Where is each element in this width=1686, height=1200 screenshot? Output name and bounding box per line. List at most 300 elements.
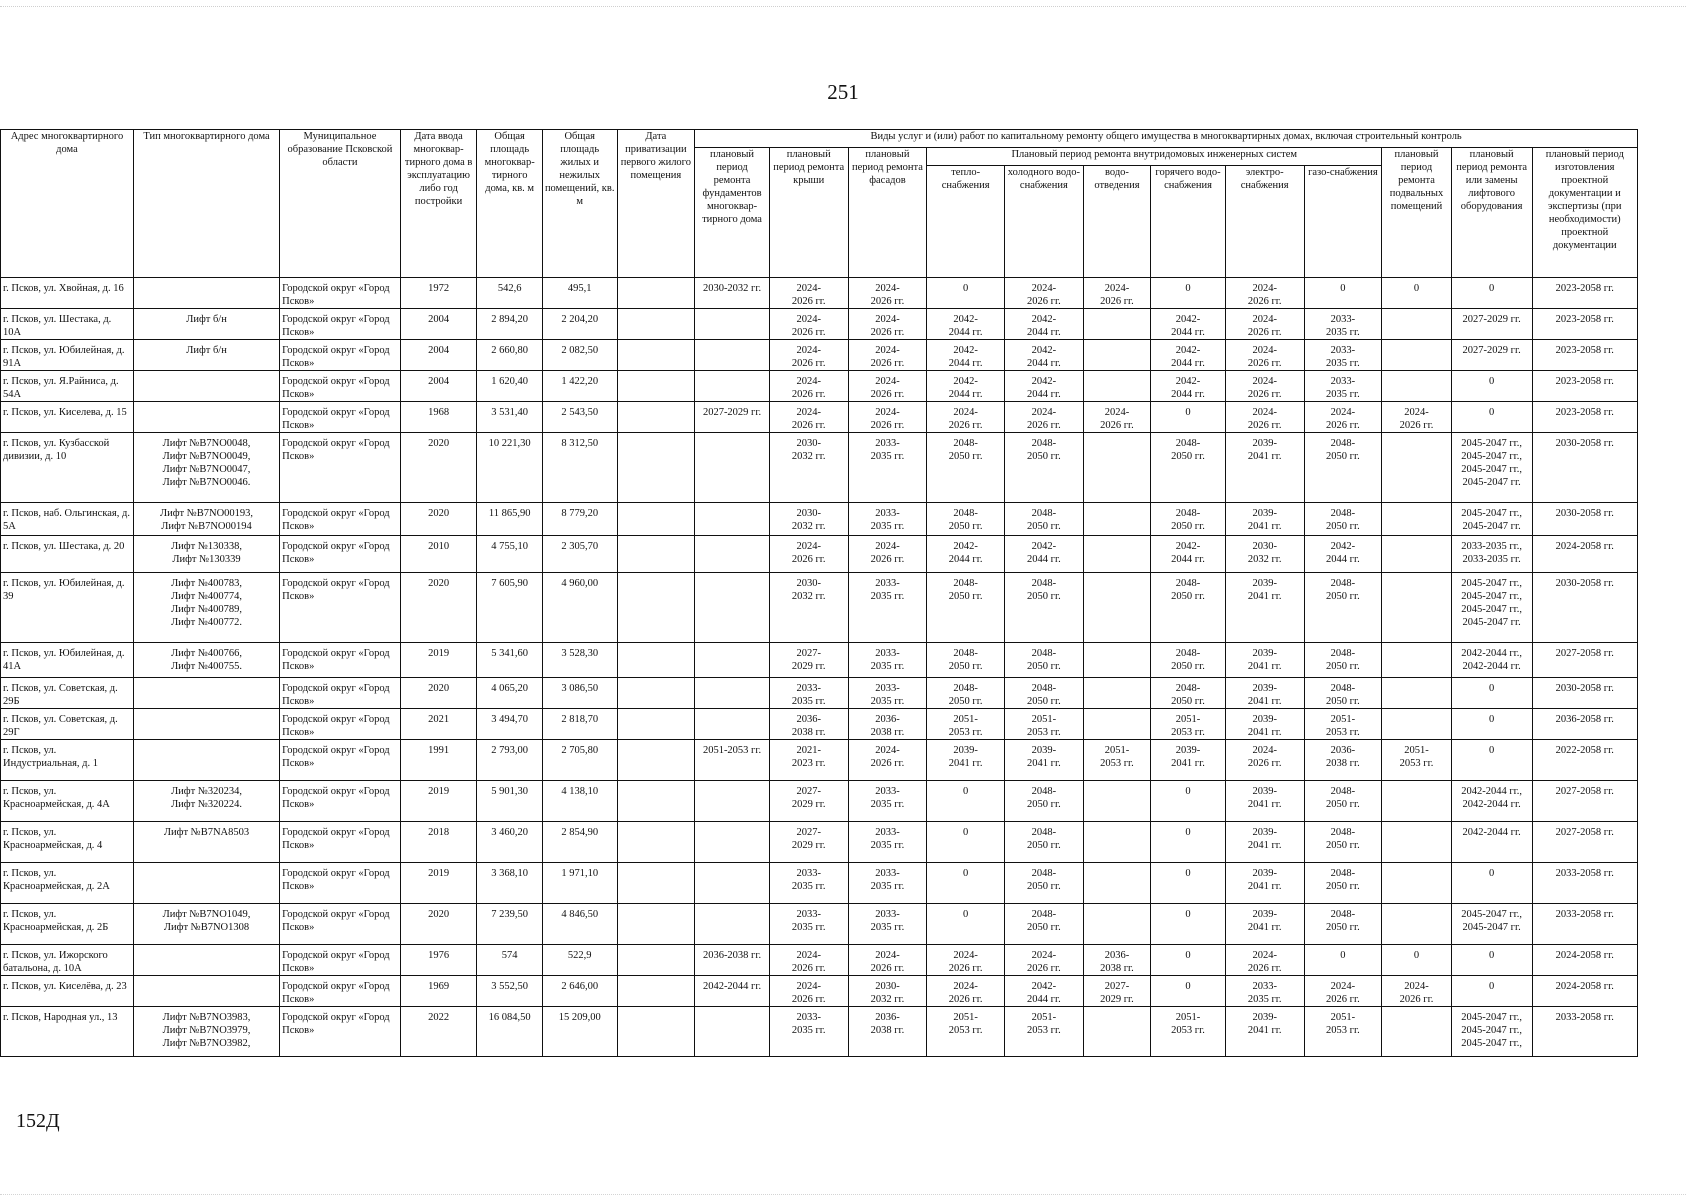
cell-elec: 2033- 2035 гг.	[1225, 976, 1304, 1007]
cell-municipality: Городской округ «Город Псков»	[280, 781, 401, 822]
cell-facade: 2033- 2035 гг.	[848, 643, 927, 678]
cell-facade: 2036- 2038 гг.	[848, 1007, 927, 1057]
cell-address: г. Псков, ул. Индустриальная, д. 1	[1, 740, 134, 781]
cell-municipality: Городской округ «Город Псков»	[280, 945, 401, 976]
cell-gas: 2048- 2050 гг.	[1304, 573, 1382, 643]
cell-roof: 2021- 2023 гг.	[769, 740, 848, 781]
cell-elevator: 2027-2029 гг.	[1451, 340, 1532, 371]
cell-elevator: 0	[1451, 740, 1532, 781]
cell-address: г. Псков, ул. Я.Райниса, д. 54А	[1, 371, 134, 402]
cell-elec: 2039- 2041 гг.	[1225, 433, 1304, 503]
cell-elec: 2039- 2041 гг.	[1225, 822, 1304, 863]
cell-gas: 2051- 2053 гг.	[1304, 709, 1382, 740]
cell-living: 4 846,50	[542, 904, 617, 945]
cell-hot: 2042- 2044 гг.	[1151, 340, 1226, 371]
cell-municipality: Городской округ «Город Псков»	[280, 278, 401, 309]
scan-edge-bottom	[0, 1194, 1686, 1195]
header-elevator: плановый период ремонта или замены лифтового оборудования	[1451, 148, 1532, 278]
cell-basement	[1382, 643, 1452, 678]
cell-foundation	[695, 678, 770, 709]
cell-type: Лифт №В7NO3983, Лифт №В7NO3979, Лифт №В7NO3982,	[133, 1007, 279, 1057]
cell-priv	[617, 904, 695, 945]
cell-elec: 2024- 2026 гг.	[1225, 340, 1304, 371]
cell-elec: 2024- 2026 гг.	[1225, 402, 1304, 433]
cell-foundation	[695, 309, 770, 340]
cell-total: 3 531,40	[477, 402, 542, 433]
cell-hot: 0	[1151, 863, 1226, 904]
cell-cold: 2051- 2053 гг.	[1005, 709, 1084, 740]
cell-foundation	[695, 371, 770, 402]
header-foundation: плановый период ремонта фундаментов многоквар-тирного дома	[695, 148, 770, 278]
cell-hot: 2042- 2044 гг.	[1151, 309, 1226, 340]
cell-facade: 2024- 2026 гг.	[848, 945, 927, 976]
cell-elevator: 0	[1451, 976, 1532, 1007]
cell-hot: 2048- 2050 гг.	[1151, 678, 1226, 709]
cell-total: 3 368,10	[477, 863, 542, 904]
cell-basement	[1382, 904, 1452, 945]
cell-total: 574	[477, 945, 542, 976]
cell-sewer	[1083, 643, 1150, 678]
cell-municipality: Городской округ «Город Псков»	[280, 340, 401, 371]
cell-total: 1 620,40	[477, 371, 542, 402]
cell-living: 2 818,70	[542, 709, 617, 740]
cell-sewer	[1083, 371, 1150, 402]
cell-total: 16 084,50	[477, 1007, 542, 1057]
cell-cold: 2042- 2044 гг.	[1005, 536, 1084, 573]
cell-gas: 2048- 2050 гг.	[1304, 643, 1382, 678]
cell-hot: 0	[1151, 278, 1226, 309]
cell-hot: 2042- 2044 гг.	[1151, 371, 1226, 402]
cell-basement	[1382, 822, 1452, 863]
cell-living: 522,9	[542, 945, 617, 976]
cell-cold: 2039- 2041 гг.	[1005, 740, 1084, 781]
cell-municipality: Городской округ «Город Псков»	[280, 904, 401, 945]
cell-roof: 2027- 2029 гг.	[769, 781, 848, 822]
cell-living: 3 528,30	[542, 643, 617, 678]
cell-year: 2019	[400, 781, 477, 822]
cell-gas: 2051- 2053 гг.	[1304, 1007, 1382, 1057]
header-type: Тип многоквартирного дома	[133, 130, 279, 278]
cell-gas: 2033- 2035 гг.	[1304, 371, 1382, 402]
cell-cold: 2024- 2026 гг.	[1005, 278, 1084, 309]
cell-sewer: 2027- 2029 гг.	[1083, 976, 1150, 1007]
cell-roof: 2030- 2032 гг.	[769, 433, 848, 503]
cell-design: 2030-2058 гг.	[1532, 678, 1637, 709]
cell-living: 2 305,70	[542, 536, 617, 573]
cell-elevator: 2027-2029 гг.	[1451, 309, 1532, 340]
cell-heat: 2042- 2044 гг.	[927, 536, 1005, 573]
cell-sewer	[1083, 503, 1150, 536]
cell-heat: 2024- 2026 гг.	[927, 976, 1005, 1007]
cell-year: 2019	[400, 643, 477, 678]
cell-living: 2 646,00	[542, 976, 617, 1007]
cell-address: г. Псков, ул. Шестака, д. 10А	[1, 309, 134, 340]
cell-cold: 2042- 2044 гг.	[1005, 371, 1084, 402]
header-commissioning: Дата ввода многоквар-тирного дома в эксплуатацию либо год постройки	[400, 130, 477, 278]
cell-type	[133, 863, 279, 904]
cell-foundation	[695, 822, 770, 863]
table-row	[1, 536, 1638, 573]
cell-year: 1969	[400, 976, 477, 1007]
cell-roof: 2024- 2026 гг.	[769, 278, 848, 309]
cell-gas: 2048- 2050 гг.	[1304, 433, 1382, 503]
cell-facade: 2033- 2035 гг.	[848, 781, 927, 822]
cell-municipality: Городской округ «Город Псков»	[280, 678, 401, 709]
cell-address: г. Псков, ул. Киселёва, д. 23	[1, 976, 134, 1007]
table-row	[1, 781, 1638, 822]
cell-design: 2027-2058 гг.	[1532, 822, 1637, 863]
cell-priv	[617, 402, 695, 433]
header-basement: плановый период ремонта подвальных помещений	[1382, 148, 1452, 278]
cell-priv	[617, 781, 695, 822]
cell-address: г. Псков, ул. Юбилейная, д. 91А	[1, 340, 134, 371]
cell-priv	[617, 976, 695, 1007]
cell-basement	[1382, 709, 1452, 740]
cell-heat: 2039- 2041 гг.	[927, 740, 1005, 781]
cell-year: 2020	[400, 503, 477, 536]
cell-basement	[1382, 536, 1452, 573]
cell-basement	[1382, 678, 1452, 709]
cell-sewer	[1083, 573, 1150, 643]
cell-design: 2036-2058 гг.	[1532, 709, 1637, 740]
cell-year: 2020	[400, 678, 477, 709]
cell-address: г. Псков, ул. Шестака, д. 20	[1, 536, 134, 573]
cell-total: 5 341,60	[477, 643, 542, 678]
cell-foundation	[695, 1007, 770, 1057]
cell-design: 2033-2058 гг.	[1532, 1007, 1637, 1057]
cell-gas: 2024- 2026 гг.	[1304, 402, 1382, 433]
cell-priv	[617, 536, 695, 573]
table-row	[1, 371, 1638, 402]
cell-living: 2 705,80	[542, 740, 617, 781]
table-row	[1, 309, 1638, 340]
cell-heat: 2051- 2053 гг.	[927, 1007, 1005, 1057]
cell-living: 8 312,50	[542, 433, 617, 503]
cell-elec: 2039- 2041 гг.	[1225, 573, 1304, 643]
cell-roof: 2024- 2026 гг.	[769, 945, 848, 976]
cell-total: 5 901,30	[477, 781, 542, 822]
cell-design: 2030-2058 гг.	[1532, 433, 1637, 503]
cell-sewer	[1083, 1007, 1150, 1057]
cell-gas: 2036- 2038 гг.	[1304, 740, 1382, 781]
cell-type: Лифт №130338, Лифт №130339	[133, 536, 279, 573]
cell-facade: 2024- 2026 гг.	[848, 402, 927, 433]
cell-basement	[1382, 371, 1452, 402]
cell-priv	[617, 709, 695, 740]
cell-year: 2021	[400, 709, 477, 740]
cell-year: 2020	[400, 904, 477, 945]
cell-total: 10 221,30	[477, 433, 542, 503]
cell-elec: 2024- 2026 гг.	[1225, 278, 1304, 309]
table-row	[1, 740, 1638, 781]
cell-facade: 2024- 2026 гг.	[848, 278, 927, 309]
table-row	[1, 709, 1638, 740]
cell-year: 2019	[400, 863, 477, 904]
cell-total: 2 793,00	[477, 740, 542, 781]
cell-type	[133, 402, 279, 433]
cell-address: г. Псков, ул. Кузбасской дивизии, д. 10	[1, 433, 134, 503]
cell-cold: 2048- 2050 гг.	[1005, 573, 1084, 643]
cell-elevator: 2033-2035 гг., 2033-2035 гг.	[1451, 536, 1532, 573]
cell-heat: 0	[927, 278, 1005, 309]
cell-type: Лифт №В7NO0048, Лифт №В7NO0049, Лифт №В7NO0047, Лифт №В7NO0046.	[133, 433, 279, 503]
cell-gas: 2033- 2035 гг.	[1304, 309, 1382, 340]
cell-roof: 2027- 2029 гг.	[769, 643, 848, 678]
cell-total: 2 894,20	[477, 309, 542, 340]
cell-elec: 2024- 2026 гг.	[1225, 371, 1304, 402]
cell-hot: 0	[1151, 781, 1226, 822]
cell-hot: 2048- 2050 гг.	[1151, 643, 1226, 678]
cell-year: 2020	[400, 573, 477, 643]
cell-roof: 2024- 2026 гг.	[769, 371, 848, 402]
cell-cold: 2024- 2026 гг.	[1005, 402, 1084, 433]
header-gas: газо-снабжения	[1304, 166, 1382, 278]
cell-cold: 2042- 2044 гг.	[1005, 976, 1084, 1007]
cell-hot: 0	[1151, 402, 1226, 433]
cell-year: 1991	[400, 740, 477, 781]
cell-heat: 2042- 2044 гг.	[927, 371, 1005, 402]
cell-foundation	[695, 340, 770, 371]
cell-sewer	[1083, 863, 1150, 904]
cell-elevator: 0	[1451, 863, 1532, 904]
cell-sewer: 2024- 2026 гг.	[1083, 402, 1150, 433]
cell-type: Лифт б/н	[133, 309, 279, 340]
cell-facade: 2024- 2026 гг.	[848, 536, 927, 573]
cell-roof: 2036- 2038 гг.	[769, 709, 848, 740]
cell-year: 2022	[400, 1007, 477, 1057]
cell-roof: 2024- 2026 гг.	[769, 309, 848, 340]
cell-hot: 0	[1151, 945, 1226, 976]
cell-design: 2033-2058 гг.	[1532, 863, 1637, 904]
cell-sewer	[1083, 904, 1150, 945]
table-body	[1, 278, 1638, 1057]
cell-address: г. Псков, ул. Юбилейная, д. 39	[1, 573, 134, 643]
cell-facade: 2030- 2032 гг.	[848, 976, 927, 1007]
cell-total: 542,6	[477, 278, 542, 309]
cell-year: 2018	[400, 822, 477, 863]
cell-gas: 2048- 2050 гг.	[1304, 822, 1382, 863]
cell-design: 2023-2058 гг.	[1532, 402, 1637, 433]
cell-elevator: 2042-2044 гг.	[1451, 822, 1532, 863]
table-row	[1, 863, 1638, 904]
cell-cold: 2048- 2050 гг.	[1005, 678, 1084, 709]
cell-sewer	[1083, 709, 1150, 740]
cell-year: 2004	[400, 309, 477, 340]
table-row	[1, 678, 1638, 709]
cell-design: 2024-2058 гг.	[1532, 976, 1637, 1007]
cell-sewer	[1083, 781, 1150, 822]
cell-address: г. Псков, ул. Красноармейская, д. 2Б	[1, 904, 134, 945]
cell-gas: 2048- 2050 гг.	[1304, 503, 1382, 536]
cell-elec: 2039- 2041 гг.	[1225, 863, 1304, 904]
header-works-group: Виды услуг и (или) работ по капитальному ремонту общего имущества в многоквартирных домах, включая строительный контроль	[695, 130, 1638, 148]
cell-priv	[617, 278, 695, 309]
cell-gas: 2042- 2044 гг.	[1304, 536, 1382, 573]
cell-roof: 2030- 2032 гг.	[769, 503, 848, 536]
cell-foundation: 2027-2029 гг.	[695, 402, 770, 433]
cell-basement	[1382, 1007, 1452, 1057]
cell-elec: 2039- 2041 гг.	[1225, 1007, 1304, 1057]
cell-year: 1972	[400, 278, 477, 309]
header-municipality: Муниципальное образование Псковской области	[280, 130, 401, 278]
cell-elec: 2039- 2041 гг.	[1225, 678, 1304, 709]
cell-heat: 2048- 2050 гг.	[927, 503, 1005, 536]
cell-municipality: Городской округ «Город Псков»	[280, 740, 401, 781]
page-number: 251	[827, 80, 859, 104]
cell-year: 2020	[400, 433, 477, 503]
cell-type	[133, 945, 279, 976]
cell-priv	[617, 503, 695, 536]
cell-cold: 2048- 2050 гг.	[1005, 433, 1084, 503]
cell-address: г. Псков, ул. Красноармейская, д. 4А	[1, 781, 134, 822]
header-privatization: Дата приватизации первого жилого помещения	[617, 130, 695, 278]
cell-foundation: 2030-2032 гг.	[695, 278, 770, 309]
cell-living: 1 422,20	[542, 371, 617, 402]
cell-sewer	[1083, 536, 1150, 573]
cell-elec: 2039- 2041 гг.	[1225, 643, 1304, 678]
cell-municipality: Городской округ «Город Псков»	[280, 822, 401, 863]
cell-priv	[617, 371, 695, 402]
cell-elevator: 2045-2047 гг., 2045-2047 гг., 2045-2047 гг., 2045-2047 гг.	[1451, 433, 1532, 503]
scan-edge-top	[0, 6, 1686, 7]
cell-elevator: 2045-2047 гг., 2045-2047 гг.	[1451, 904, 1532, 945]
cell-municipality: Городской округ «Город Псков»	[280, 371, 401, 402]
cell-elevator: 0	[1451, 945, 1532, 976]
cell-facade: 2024- 2026 гг.	[848, 340, 927, 371]
cell-municipality: Городской округ «Город Псков»	[280, 402, 401, 433]
header-cold-water: холодного водо-снабжения	[1005, 166, 1084, 278]
cell-hot: 2051- 2053 гг.	[1151, 1007, 1226, 1057]
cell-foundation	[695, 781, 770, 822]
cell-facade: 2033- 2035 гг.	[848, 863, 927, 904]
header-sewer: водо-отведения	[1083, 166, 1150, 278]
cell-address: г. Псков, ул. Красноармейская, д. 4	[1, 822, 134, 863]
cell-heat: 2048- 2050 гг.	[927, 433, 1005, 503]
cell-municipality: Городской округ «Город Псков»	[280, 709, 401, 740]
cell-elec: 2039- 2041 гг.	[1225, 781, 1304, 822]
cell-roof: 2024- 2026 гг.	[769, 402, 848, 433]
cell-design: 2024-2058 гг.	[1532, 536, 1637, 573]
cell-municipality: Городской округ «Город Псков»	[280, 643, 401, 678]
cell-roof: 2024- 2026 гг.	[769, 536, 848, 573]
cell-year: 1976	[400, 945, 477, 976]
header-total-area: Общая площадь многоквар-тирного дома, кв. м	[477, 130, 542, 278]
cell-elevator: 0	[1451, 371, 1532, 402]
cell-municipality: Городской округ «Город Псков»	[280, 309, 401, 340]
table-row	[1, 503, 1638, 536]
header-living-area: Общая площадь жилых и нежилых помещений, кв. м	[542, 130, 617, 278]
cell-basement: 2024- 2026 гг.	[1382, 402, 1452, 433]
cell-cold: 2042- 2044 гг.	[1005, 309, 1084, 340]
cell-elec: 2039- 2041 гг.	[1225, 904, 1304, 945]
table-row	[1, 340, 1638, 371]
cell-elevator: 0	[1451, 678, 1532, 709]
cell-sewer	[1083, 433, 1150, 503]
cell-foundation	[695, 536, 770, 573]
cell-priv	[617, 309, 695, 340]
cell-address: г. Псков, ул. Юбилейная, д. 41А	[1, 643, 134, 678]
cell-municipality: Городской округ «Город Псков»	[280, 1007, 401, 1057]
cell-basement: 2024- 2026 гг.	[1382, 976, 1452, 1007]
cell-heat: 2048- 2050 гг.	[927, 678, 1005, 709]
cell-municipality: Городской округ «Город Псков»	[280, 503, 401, 536]
cell-total: 4 755,10	[477, 536, 542, 573]
cell-basement: 0	[1382, 278, 1452, 309]
cell-roof: 2030- 2032 гг.	[769, 573, 848, 643]
cell-cold: 2042- 2044 гг.	[1005, 340, 1084, 371]
cell-cold: 2048- 2050 гг.	[1005, 781, 1084, 822]
cell-facade: 2033- 2035 гг.	[848, 678, 927, 709]
cell-design: 2027-2058 гг.	[1532, 643, 1637, 678]
footer-code: 152Д	[16, 1110, 60, 1132]
cell-address: г. Псков, ул. Красноармейская, д. 2А	[1, 863, 134, 904]
cell-sewer	[1083, 678, 1150, 709]
cell-heat: 2048- 2050 гг.	[927, 643, 1005, 678]
table-row	[1, 1007, 1638, 1057]
cell-facade: 2033- 2035 гг.	[848, 822, 927, 863]
cell-priv	[617, 822, 695, 863]
cell-address: г. Псков, ул. Советская, д. 29Г	[1, 709, 134, 740]
table-row	[1, 945, 1638, 976]
cell-gas: 2033- 2035 гг.	[1304, 340, 1382, 371]
table-row	[1, 402, 1638, 433]
cell-priv	[617, 340, 695, 371]
cell-basement: 0	[1382, 945, 1452, 976]
cell-foundation: 2036-2038 гг.	[695, 945, 770, 976]
cell-type: Лифт №В7NO00193, Лифт №В7NO00194	[133, 503, 279, 536]
cell-design: 2024-2058 гг.	[1532, 945, 1637, 976]
cell-cold: 2048- 2050 гг.	[1005, 822, 1084, 863]
cell-elevator: 2042-2044 гг., 2042-2044 гг.	[1451, 781, 1532, 822]
cell-gas: 2024- 2026 гг.	[1304, 976, 1382, 1007]
cell-foundation	[695, 503, 770, 536]
cell-foundation: 2042-2044 гг.	[695, 976, 770, 1007]
cell-type	[133, 678, 279, 709]
cell-elec: 2030- 2032 гг.	[1225, 536, 1304, 573]
header-electric: электро-снабжения	[1225, 166, 1304, 278]
cell-basement	[1382, 433, 1452, 503]
header-address: Адрес многоквартирного дома	[1, 130, 134, 278]
cell-basement	[1382, 340, 1452, 371]
cell-facade: 2024- 2026 гг.	[848, 309, 927, 340]
cell-elevator: 0	[1451, 278, 1532, 309]
cell-total: 11 865,90	[477, 503, 542, 536]
cell-heat: 2024- 2026 гг.	[927, 402, 1005, 433]
cell-sewer: 2024- 2026 гг.	[1083, 278, 1150, 309]
cell-address: г. Псков, ул. Советская, д. 29Б	[1, 678, 134, 709]
cell-facade: 2033- 2035 гг.	[848, 904, 927, 945]
cell-elevator: 2045-2047 гг., 2045-2047 гг.	[1451, 503, 1532, 536]
cell-hot: 2051- 2053 гг.	[1151, 709, 1226, 740]
cell-living: 3 086,50	[542, 678, 617, 709]
cell-heat: 0	[927, 904, 1005, 945]
cell-basement	[1382, 863, 1452, 904]
cell-priv	[617, 678, 695, 709]
cell-roof: 2027- 2029 гг.	[769, 822, 848, 863]
cell-roof: 2024- 2026 гг.	[769, 340, 848, 371]
cell-facade: 2024- 2026 гг.	[848, 740, 927, 781]
cell-heat: 0	[927, 822, 1005, 863]
cell-design: 2033-2058 гг.	[1532, 904, 1637, 945]
cell-elevator: 2042-2044 гг., 2042-2044 гг.	[1451, 643, 1532, 678]
cell-elec: 2024- 2026 гг.	[1225, 945, 1304, 976]
cell-facade: 2033- 2035 гг.	[848, 433, 927, 503]
cell-heat: 2048- 2050 гг.	[927, 573, 1005, 643]
cell-basement	[1382, 781, 1452, 822]
cell-total: 3 552,50	[477, 976, 542, 1007]
cell-design: 2030-2058 гг.	[1532, 503, 1637, 536]
cell-total: 4 065,20	[477, 678, 542, 709]
